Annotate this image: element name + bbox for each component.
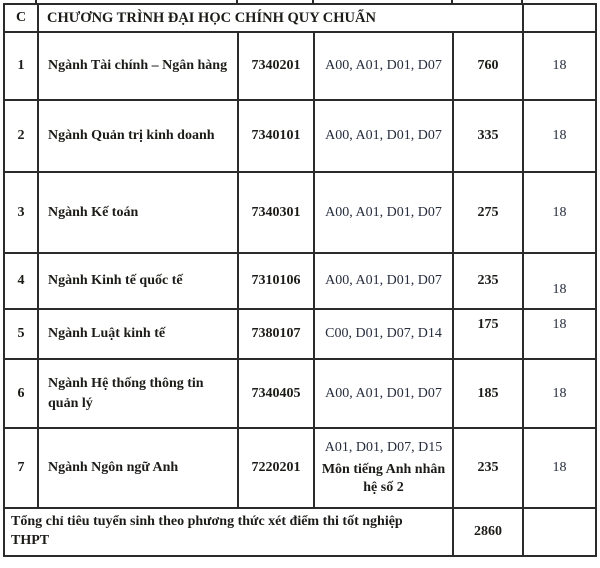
subject-combinations: A00, A01, D01, D07: [314, 253, 453, 309]
subject-combinations: A00, A01, D01, D07: [314, 359, 453, 428]
row-number: 4: [4, 253, 38, 309]
table-row: [4, 428, 596, 508]
score-value: 18: [523, 253, 596, 309]
quota-value: 175: [453, 309, 523, 359]
subject-combinations: A00, A01, D01, D07: [314, 172, 453, 253]
quota-value: 335: [453, 100, 523, 172]
admissions-table: [3, 3, 597, 557]
quota-value: 235: [453, 428, 523, 508]
score-value: 18: [523, 32, 596, 100]
program-code: 7340405: [238, 359, 314, 428]
total-quota-value: 2860: [453, 508, 523, 556]
row-number: 5: [4, 309, 38, 359]
score-value: 18: [523, 359, 596, 428]
subject-combinations-cell: [314, 428, 453, 508]
section-title: CHƯƠNG TRÌNH ĐẠI HỌC CHÍNH QUY CHUẨN: [38, 4, 523, 32]
program-code: 7340101: [238, 100, 314, 172]
program-name: Ngành Quản trị kinh doanh: [38, 100, 238, 172]
subject-combinations: A00, A01, D01, D07: [314, 100, 453, 172]
score-value: 18: [523, 172, 596, 253]
program-code: 7340301: [238, 172, 314, 253]
program-code: 7310106: [238, 253, 314, 309]
program-name: Ngành Luật kinh tế: [38, 309, 238, 359]
program-name: Ngành Kế toán: [38, 172, 238, 253]
row-number: 6: [4, 359, 38, 428]
program-code: 7220201: [238, 428, 314, 508]
table-row: [4, 253, 596, 309]
program-name: Ngành Kinh tế quốc tế: [38, 253, 238, 309]
quota-value: 760: [453, 32, 523, 100]
program-name: Ngành Tài chính – Ngân hàng: [38, 32, 238, 100]
quota-value: 185: [453, 359, 523, 428]
header-empty-cell: [523, 4, 596, 32]
row-number: 3: [4, 172, 38, 253]
row-number: 2: [4, 100, 38, 172]
table-footer-row: [4, 508, 596, 556]
table-row: [4, 359, 596, 428]
table-row: [4, 32, 596, 100]
program-name: Ngành Ngôn ngữ Anh: [38, 428, 238, 508]
score-value: 18: [523, 100, 596, 172]
program-name: Ngành Hệ thống thông tin quản lý: [38, 359, 238, 428]
quota-value: 235: [453, 253, 523, 309]
row-number: 7: [4, 428, 38, 508]
footer-empty-cell: [523, 508, 596, 556]
subject-combinations: C00, D01, D07, D14: [314, 309, 453, 359]
total-label: Tổng chỉ tiêu tuyển sinh theo phương thức xét điểm thi tốt nghiệp THPT: [4, 508, 453, 556]
table-row: [4, 309, 596, 359]
table-row: [4, 100, 596, 172]
score-value: 18: [523, 309, 596, 359]
subject-combinations: A01, D01, D07, D15: [324, 440, 443, 456]
subject-combinations: A00, A01, D01, D07: [314, 32, 453, 100]
program-code: 7380107: [238, 309, 314, 359]
table-header-row: [4, 4, 596, 32]
row-number: 1: [4, 32, 38, 100]
header-index-label: C: [4, 4, 38, 32]
score-value: 18: [523, 428, 596, 508]
combination-note: Môn tiếng Anh nhân hệ số 2: [321, 462, 446, 496]
table-row: [4, 172, 596, 253]
program-code: 7340201: [238, 32, 314, 100]
quota-value: 275: [453, 172, 523, 253]
